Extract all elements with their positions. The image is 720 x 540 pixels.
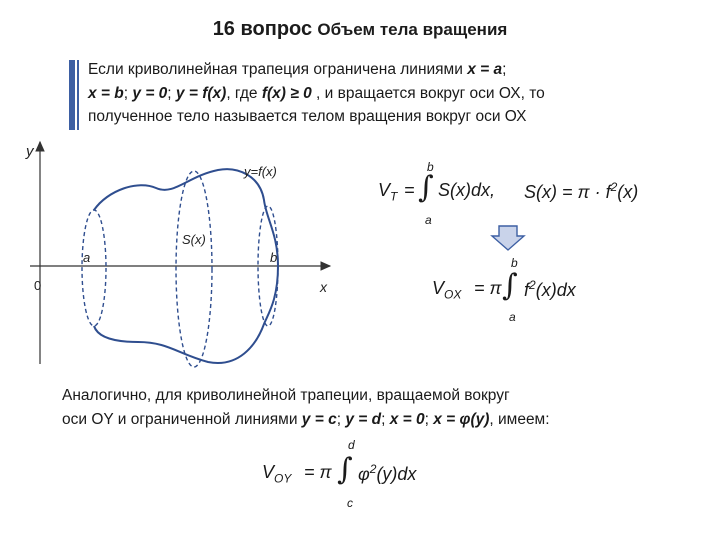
formula-power: 2 <box>369 462 377 476</box>
formula-power: 2 <box>529 278 536 292</box>
integral-lower-limit: a <box>509 310 516 324</box>
separator: ; <box>424 410 434 428</box>
accent-bar-thin <box>77 60 79 130</box>
separator: ; <box>336 410 346 428</box>
integral-upper-limit: b <box>427 160 434 174</box>
formula-power: 2 <box>610 180 618 194</box>
section-area-formula: S(x) = π · f <box>524 182 611 202</box>
integral-sign: ∫ <box>337 452 353 487</box>
bound-a-label: a <box>83 250 91 265</box>
integral-lower-limit: c <box>347 496 353 510</box>
separator: ; <box>167 84 176 102</box>
separator: ; <box>123 84 133 102</box>
formula-symbol: V <box>378 180 391 200</box>
curve-label: y=f(x) <box>244 164 277 179</box>
outro-text: , имеем: <box>489 410 550 428</box>
eq-x-phi-y: x = φ(y) <box>433 410 490 428</box>
eq-x-a: x = a <box>467 61 503 78</box>
volume-oy-formula <box>262 438 482 514</box>
intro-text: , и вращается вокруг оси ОХ, то <box>311 84 545 102</box>
condition-fx-nonneg: f(x) ≥ 0 <box>261 84 312 102</box>
formula-subscript: OY <box>274 471 292 486</box>
separator: ; <box>381 410 390 428</box>
formula-equals-pi: = π <box>304 462 332 482</box>
outro-paragraph <box>62 384 682 431</box>
separator: ; <box>502 61 507 78</box>
formula-function: φ <box>358 464 370 484</box>
eq-x-b: x = b <box>88 84 124 102</box>
formula-integrand: S(x)dx, <box>438 180 496 200</box>
intro-paragraph <box>88 58 666 129</box>
formula-symbol: V <box>432 278 445 298</box>
volume-general-formula <box>378 158 678 228</box>
outro-text: оси OY и ограниченной линиями <box>62 410 302 428</box>
left-cross-section <box>82 210 106 326</box>
section-label: S(x) <box>182 232 206 247</box>
integral-upper-limit: d <box>348 438 355 452</box>
topic-title: Объем тела вращения <box>317 20 508 39</box>
question-number: 16 вопрос <box>212 18 313 40</box>
section-ellipse <box>176 171 212 367</box>
eq-y-fx: y = f(x) <box>175 84 227 102</box>
x-axis-label: x <box>320 279 327 295</box>
y-axis-label: y <box>26 143 34 160</box>
formula-subscript: OX <box>444 287 462 302</box>
solid-of-revolution-diagram <box>28 138 348 370</box>
accent-bar <box>69 60 75 130</box>
integral-upper-limit: b <box>511 256 518 270</box>
bound-b-label: b <box>270 250 278 265</box>
integral-sign: ∫ <box>502 268 518 303</box>
origin-label: 0 <box>34 278 42 293</box>
formula-integrand: (y)dx <box>376 464 417 484</box>
slide-title <box>0 18 720 41</box>
intro-text: Если криволинейная трапеция ограничена линиями <box>88 61 468 78</box>
intro-text: , где <box>226 84 262 102</box>
implies-down-arrow <box>490 225 526 251</box>
eq-y-c: y = c <box>301 410 337 428</box>
volume-ox-formula <box>432 252 672 324</box>
formula-equals: = <box>404 180 415 200</box>
formula-subscript: T <box>390 189 398 204</box>
outro-text: Аналогично, для криволинейной трапеции, вращаемой вокруг <box>62 387 510 404</box>
eq-x-0: x = 0 <box>389 410 425 428</box>
intro-text: полученное тело называется телом вращения вокруг оси ОХ <box>88 108 527 125</box>
formula-argument: (x) <box>617 182 639 202</box>
formula-function: f <box>524 280 530 300</box>
eq-y-d: y = d <box>345 410 382 428</box>
formula-symbol: V <box>262 462 275 482</box>
formula-integrand: (x)dx <box>535 280 576 300</box>
eq-y-0: y = 0 <box>132 84 168 102</box>
integral-sign: ∫ <box>418 170 434 205</box>
integral-lower-limit: a <box>425 213 432 227</box>
formula-equals-pi: = π <box>474 278 502 298</box>
